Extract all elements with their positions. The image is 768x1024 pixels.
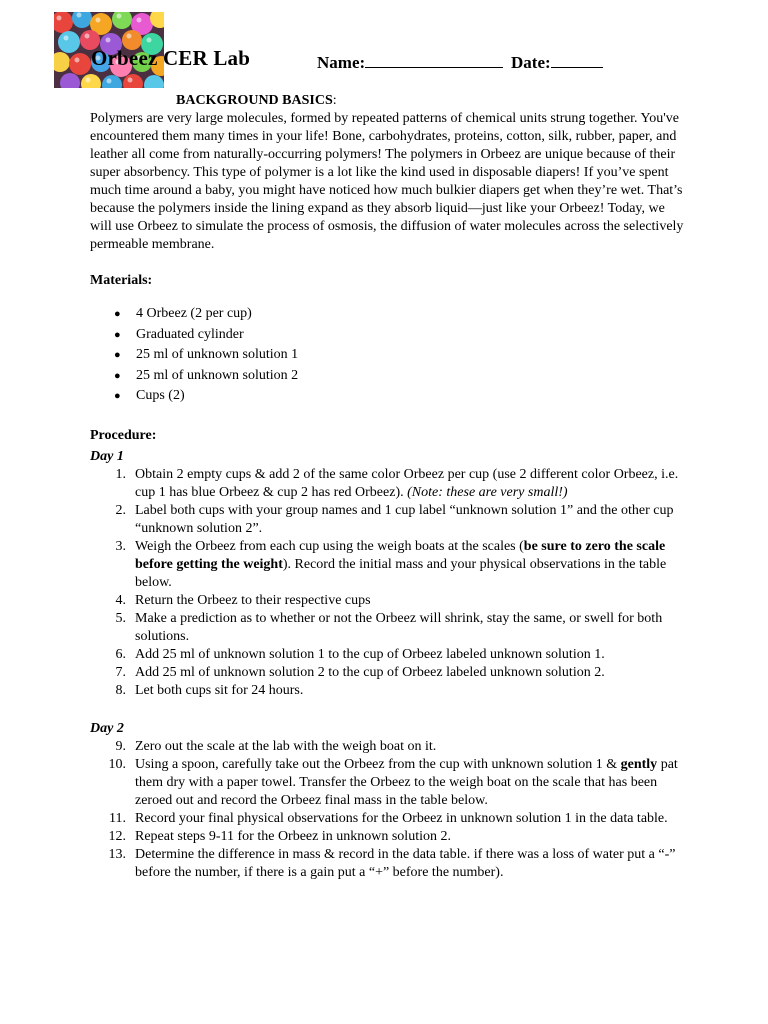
list-item: 6. Add 25 ml of unknown solution 1 to the cup of Orbeez labeled unknown solution 1. <box>115 646 605 662</box>
day-1-label: Day 1 <box>90 448 124 464</box>
list-item: 10. Using a spoon, carefully take out the Orbeez from the cup with unknown solution 1 & gently pat them dry with a paper towel. Transfer the Orbeez to the weigh boat on the scale that has been zeroed out and record the Orbeez final mass in the table below. <box>108 756 678 808</box>
list-item: 12. Repeat steps 9-11 for the Orbeez in unknown solution 2. <box>108 828 451 844</box>
procedure-heading: Procedure: <box>90 427 157 443</box>
list-item: ● 4 Orbeez (2 per cup) <box>136 304 690 325</box>
name-label: Name: <box>317 53 366 72</box>
list-item: 7. Add 25 ml of unknown solution 2 to the cup of Orbeez labeled unknown solution 2. <box>115 664 605 680</box>
list-item: ● 25 ml of unknown solution 2 <box>136 366 690 387</box>
name-field[interactable] <box>317 52 509 73</box>
list-item: ● 25 ml of unknown solution 1 <box>136 345 690 366</box>
background-paragraph: Polymers are very large molecules, formed by repeated patterns of chemical units strung together. You've encountered them many times in your life! Bone, carbohydrates, proteins, cotton, silk, rubber, paper, and leather all come from naturally-occurring polymers! The polymers in Orbeez are unique because of their super absorbency. This type of polymer is a lot like the kind used in disposable diapers! If you’ve spent much time around a baby, you might have noticed how much bulkier diapers get when they’re wet. That’s because the polymers inside the lining expand as they absorb liquid—just like your Orbeez! Today, we will use Orbeez to simulate the process of osmosis, the diffusion of water molecules across the selectively permeable membrane. <box>90 111 684 252</box>
list-item: 2. Label both cups with your group names and 1 cup label “unknown solution 1” and the other cup “unknown solution 2”. <box>115 502 674 536</box>
date-field[interactable] <box>511 52 609 73</box>
name-blank-line[interactable] <box>365 52 503 68</box>
date-blank-line[interactable] <box>551 52 603 68</box>
day-2-steps <box>90 738 690 882</box>
day-2-label: Day 2 <box>90 720 124 736</box>
list-item: ● Cups (2) <box>136 386 690 407</box>
background-heading: BACKGROUND BASICS: <box>176 93 337 108</box>
materials-heading: Materials: <box>90 273 153 288</box>
list-item: ● Graduated cylinder <box>136 325 690 346</box>
list-item: 5. Make a prediction as to whether or not the Orbeez will shrink, stay the same, or swell for both solutions. <box>115 610 663 644</box>
list-item: 1. Obtain 2 empty cups & add 2 of the same color Orbeez per cup (use 2 different color Orbeez, i.e. cup 1 has blue Orbeez & cup 2 has red Orbeez). (Note: these are very small!) <box>115 466 679 500</box>
day-1-steps <box>90 466 690 700</box>
list-item: 4. Return the Orbeez to their respective cups <box>115 592 371 608</box>
list-item: 8. Let both cups sit for 24 hours. <box>115 682 304 698</box>
materials-list <box>90 304 690 407</box>
date-label: Date: <box>511 53 551 72</box>
list-item: 9. Zero out the scale at the lab with the weigh boat on it. <box>115 738 437 754</box>
worksheet-body <box>90 92 690 882</box>
list-item: 11. Record your final physical observations for the Orbeez in unknown solution 1 in the data table. <box>109 810 668 826</box>
page-title: Orbeez CER Lab <box>91 46 251 70</box>
list-item: 3. Weigh the Orbeez from each cup using the weigh boats at the scales (be sure to zero the scale before getting the weight). Record the initial mass and your physical observations in the table below. <box>115 538 667 590</box>
list-item: 13. Determine the difference in mass & record in the data table. if there was a loss of water put a “-” before the number, if there is a gain put a “+” before the number). <box>108 846 676 880</box>
